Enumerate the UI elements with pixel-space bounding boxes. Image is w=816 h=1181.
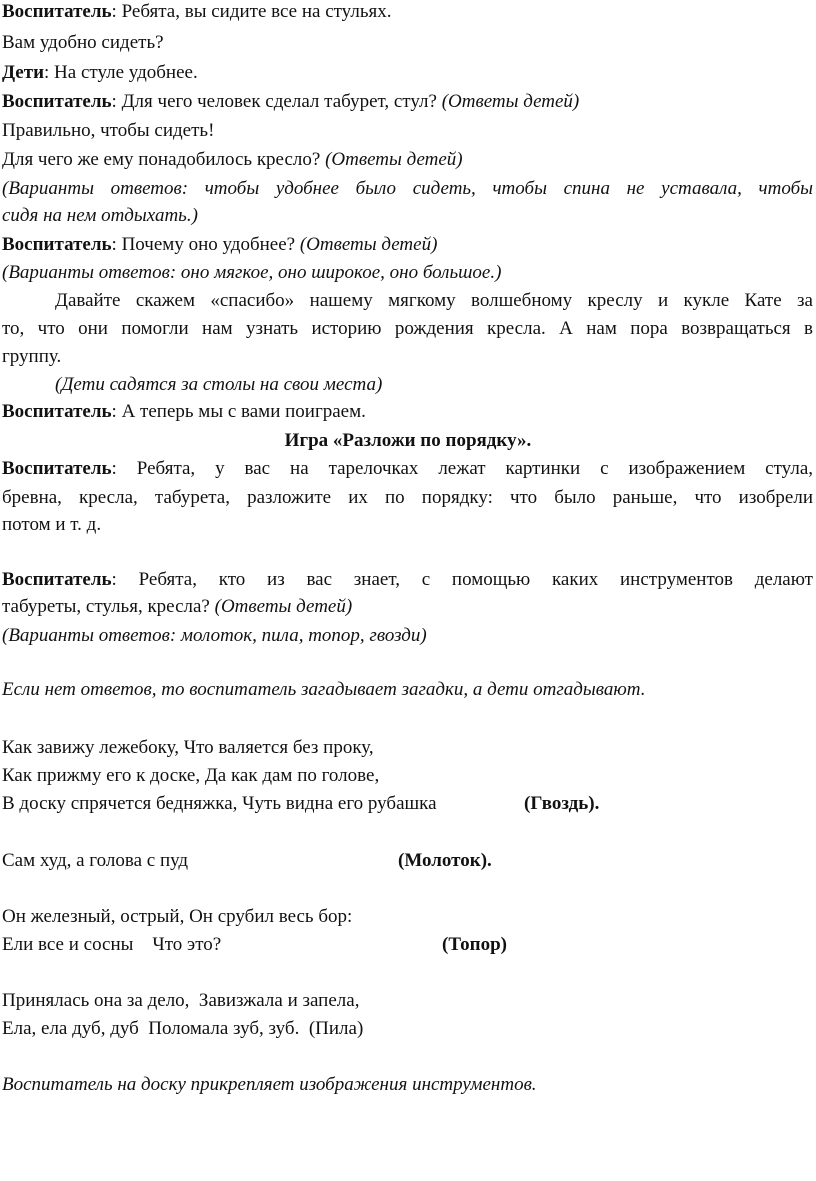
speaker-label: Воспитатель <box>2 234 112 255</box>
riddle-line: Он железный, острый, Он срубил весь бор: <box>2 906 353 927</box>
riddle-line: Как прижму его к доске, Да как дам по голове, <box>2 765 380 786</box>
speaker-label: Воспитатель <box>2 91 112 112</box>
stage-note: (Дети садятся за столы на свои места) <box>55 374 383 395</box>
answer-variants: (Варианты ответов: оно мягкое, оно широкое, оно большое.) <box>2 262 502 283</box>
stage-note: (Ответы детей) <box>214 596 353 617</box>
riddle-line: Ела, ела дуб, дуб Поломала зуб, зуб. (Пила) <box>2 1018 364 1039</box>
riddle-line: Как завижу лежебоку, Что валяется без проку, <box>2 737 374 758</box>
riddle-answer: (Гвоздь). <box>524 793 600 814</box>
speaker-label: Воспитатель <box>2 1 112 22</box>
answer-variants: (Варианты ответов: молоток, пила, топор, гвозди) <box>2 625 427 646</box>
dialogue-line: Воспитатель: Ребята, у вас на тарелочках лежат картинки с изображением стула, <box>2 458 813 479</box>
dialogue-line: Воспитатель: Почему оно удобнее? (Ответы детей) <box>2 234 438 255</box>
answer-variants: сидя на нем отдыхать.) <box>2 205 198 226</box>
paragraph-line: потом и т. д. <box>2 514 102 535</box>
answer-variants: (Варианты ответов: чтобы удобнее было сидеть, чтобы спина не уставала, чтобы <box>2 178 813 199</box>
dialogue-line: Воспитатель: Ребята, вы сидите все на стульях. <box>2 1 392 22</box>
dialogue-line: Воспитатель: Для чего человек сделал табурет, стул? (Ответы детей) <box>2 91 580 112</box>
paragraph-line: табуреты, стулья, кресла? (Ответы детей) <box>2 596 353 617</box>
dialogue-line: Воспитатель: А теперь мы с вами поиграем. <box>2 401 366 422</box>
dialogue-line: Для чего же ему понадобилось кресло? (Ответы детей) <box>2 149 463 170</box>
speaker-label: Воспитатель <box>2 458 112 479</box>
paragraph-line: бревна, кресла, табурета, разложите их по порядку: что было раньше, что изобрели <box>2 487 813 508</box>
riddle-line: Принялась она за дело, Завизжала и запела, <box>2 990 360 1011</box>
speaker-label: Дети <box>2 62 45 83</box>
instruction-note: Воспитатель на доску прикрепляет изображения инструментов. <box>2 1074 537 1095</box>
paragraph-line: Давайте скажем «спасибо» нашему мягкому волшебному креслу и кукле Кате за <box>55 290 813 311</box>
stage-note: (Ответы детей) <box>441 91 580 112</box>
instruction-note: Если нет ответов, то воспитатель загадывает загадки, а дети отгадывают. <box>2 679 646 700</box>
dialogue-line: Правильно, чтобы сидеть! <box>2 120 215 141</box>
dialogue-line: Дети: На стуле удобнее. <box>2 62 198 83</box>
paragraph-line: то, что они помогли нам узнать историю рождения кресла. А нам пора возвращаться в <box>2 318 813 339</box>
speaker-label: Воспитатель <box>2 401 112 422</box>
dialogue-line: Вам удобно сидеть? <box>2 32 164 53</box>
stage-note: (Ответы детей) <box>325 149 463 170</box>
riddle-line: В доску спрячется бедняжка, Чуть видна его рубашка <box>2 793 437 814</box>
riddle-answer: (Молоток). <box>398 850 492 871</box>
speaker-label: Воспитатель <box>2 569 112 590</box>
stage-note: (Ответы детей) <box>299 234 438 255</box>
riddle-answer: (Топор) <box>442 934 507 955</box>
riddle-line: Сам худ, а голова с пуд <box>2 850 189 871</box>
riddle-line: Ели все и сосны Что это? <box>2 934 222 955</box>
game-title: Игра «Разложи по порядку». <box>284 430 532 451</box>
dialogue-line: Воспитатель: Ребята, кто из вас знает, с помощью каких инструментов делают <box>2 569 813 590</box>
paragraph-line: группу. <box>2 346 62 367</box>
